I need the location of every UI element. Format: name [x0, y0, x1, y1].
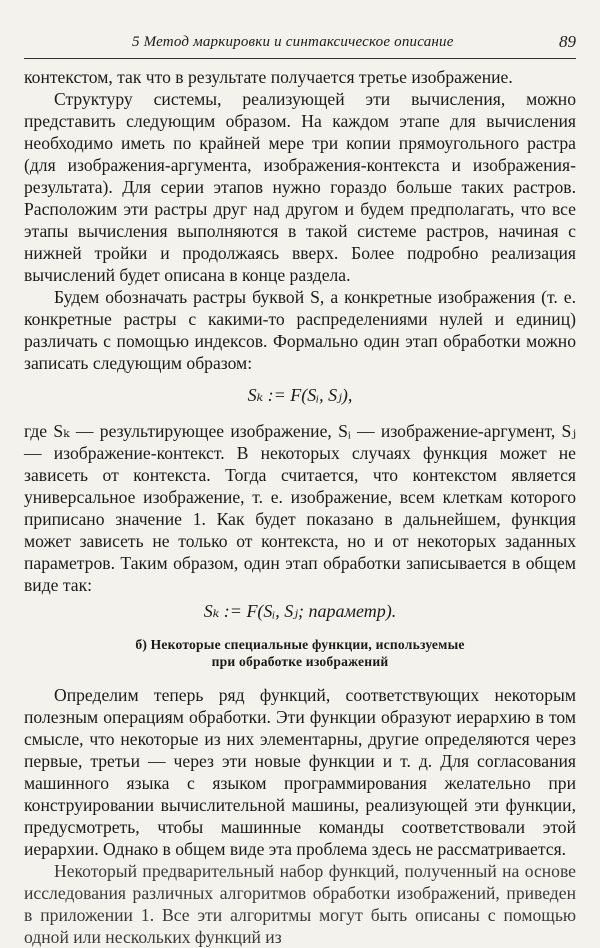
- paragraph-function-hierarchy: Определим теперь ряд функций, соответствующих некоторым полезным операциям обработки. Эти функции образуют иерархию в том смысле, что некоторые из них элементарны, другие определяются через первые, третьи — через эти новые функции и т. д. Для согласования машинного языка с языком программирования желательно при конструировании вычислительной машины, реализующей эти функции, предусмотреть, чтобы машинные команды соответствовали этой иерархии. Однако в общем виде эта проблема здесь не рассматривается.: [24, 685, 576, 859]
- page-body: [24, 66, 576, 948]
- running-title: 5 Метод маркировки и синтаксическое описание: [132, 34, 454, 50]
- paragraph-notation: Будем обозначать растры буквой S, а конкретные изображения (т. е. конкретные растры с какими-то распределениями нулей и единиц) различать с помощью индексов. Формально один этап обработки можно записать следующим образом:: [24, 287, 576, 373]
- running-header: [24, 30, 576, 60]
- page-number: 89: [559, 32, 576, 51]
- paragraph-continuation: контекстом, так что в результате получается третье изображение.: [24, 67, 513, 87]
- formula-general-step: Sₖ := F(Sᵢ, Sⱼ; параметр).: [203, 601, 397, 621]
- header-rule: [24, 58, 576, 59]
- section-heading: [24, 636, 576, 670]
- paragraph-system-structure: Структуру системы, реализующей эти вычисления, можно представить следующим образом. На каждом этапе для вычисления необходимо иметь по крайней мере три копии прямоугольного растра (для изображения-аргумента, изображения-контекста и изображения-результата). Для серии этапов нужно гораздо больше таких растров. Расположим эти растры друг над другом и будем предполагать, что все этапы вычисления выполняются в такой системе растров, начиная с нижней тройки и продолжаясь вверх. Более подробно реализация вычислений будет описана в конце раздела.: [24, 89, 576, 285]
- section-heading-line-2: при обработке изображений: [211, 654, 389, 669]
- formula-processing-step: Sₖ := F(Sᵢ, Sⱼ),: [247, 385, 353, 405]
- paragraph-definitions: где Sₖ — результирующее изображение, Sᵢ — изображение-аргумент, Sⱼ — изображение-контекст. В некоторых случаях функция может не зависеть от контекста. Тогда считается, что контекстом является универсальное изображение, т. е. изображение, всем клеткам которого приписано значение 1. Как будет показано в дальнейшем, функция может зависеть не только от контекста, но и от некоторых заданных параметров. Таким образом, один этап обработки записывается в общем виде так:: [24, 421, 576, 595]
- paragraph-appendix-reference: Некоторый предварительный набор функций, полученный на основе исследования различных алгоритмов обработки изображений, приведен в приложении 1. Все эти алгоритмы могут быть описаны с помощью одной или нескольких функций из: [24, 861, 576, 947]
- section-heading-line-1: б) Некоторые специальные функции, используемые: [135, 637, 465, 652]
